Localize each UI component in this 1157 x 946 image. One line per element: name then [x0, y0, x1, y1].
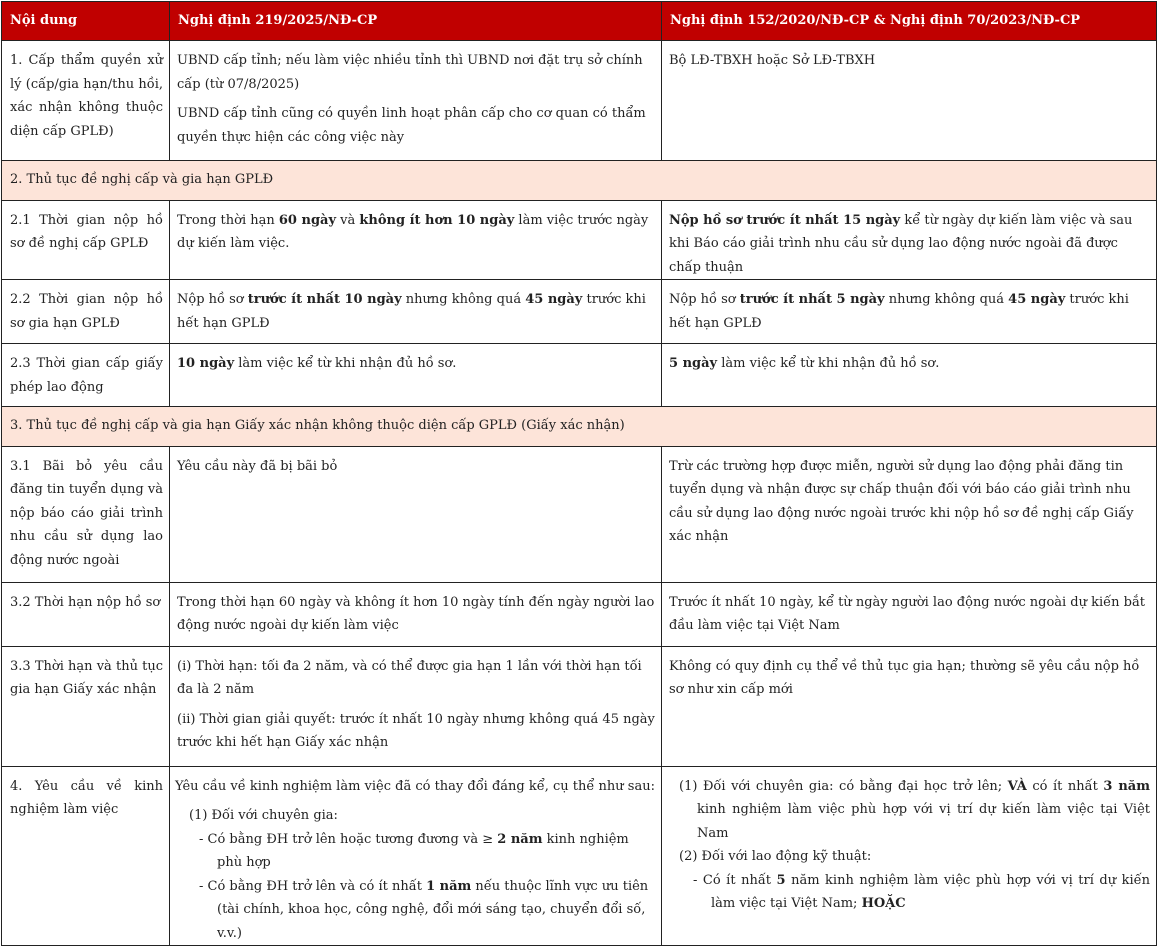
cell-text: UBND cấp tỉnh cũng có quyền linh hoạt phân cấp cho cơ quan có thẩm quyền thực hiện các công việc này: [177, 106, 646, 145]
section-row: [2, 407, 1157, 447]
cell-219: [170, 646, 662, 766]
cell-219: [170, 344, 662, 407]
text: Trong thời hạn: [177, 212, 279, 228]
header-noi-dung: Nội dung: [2, 2, 170, 41]
list-item: [693, 869, 1150, 916]
row-label: 4. Yêu cầu về kinh nghiệm làm việc: [2, 766, 170, 946]
section-row: [2, 161, 1157, 201]
row-label: 2.1 Thời gian nộp hồ sơ đề nghị cấp GPLĐ: [2, 200, 170, 280]
text: làm việc trước ngày dự kiến làm việc.: [177, 212, 649, 251]
cell-152: [662, 344, 1157, 407]
text: kinh nghiệm phù hợp: [217, 831, 629, 870]
row-label: 2.2 Thời gian nộp hồ sơ gia hạn GPLĐ: [2, 280, 170, 344]
text: có ít nhất: [1026, 778, 1104, 794]
cell-text: Yêu cầu về kinh nghiệm làm việc đã có thay đổi đáng kể, cụ thể như sau:: [175, 778, 655, 794]
bold-text: 60 ngày: [278, 212, 337, 228]
cell-text: (1) Đối với chuyên gia:: [189, 808, 338, 823]
cell-219: [170, 41, 662, 161]
text: và: [336, 212, 360, 228]
section-title: 3. Thủ tục đề nghị cấp và gia hạn Giấy xác nhận không thuộc diện cấp GPLĐ (Giấy xác nhận): [2, 407, 1157, 447]
bold-text: 2 năm: [497, 831, 543, 847]
row-label: 3.3 Thời hạn và thủ tục gia hạn Giấy xác nhận: [2, 646, 170, 766]
row-label: 3.2 Thời hạn nộp hồ sơ: [2, 582, 170, 646]
header-nd-219: Nghị định 219/2025/NĐ-CP: [170, 2, 662, 41]
table-header-row: [2, 2, 1157, 41]
list-item: [199, 828, 655, 875]
cell-152: Bộ LĐ-TBXH hoặc Sở LĐ-TBXH: [662, 41, 1157, 161]
table-row: [2, 41, 1157, 161]
list-item: [679, 775, 1150, 846]
table-row: [2, 646, 1157, 766]
bold-text: 1 năm: [426, 878, 472, 894]
row-label: 2.3 Thời gian cấp giấy phép lao động: [2, 344, 170, 407]
cell-152: [662, 200, 1157, 280]
bold-text: 10 ngày: [177, 356, 235, 371]
text: trước khi hết hạn GPLĐ: [669, 292, 1129, 331]
bold-text: Nộp hồ sơ trước ít nhất 15 ngày: [669, 212, 901, 228]
cell-152: [662, 280, 1157, 344]
list-item: [199, 875, 655, 946]
text: nhưng không quá: [401, 292, 526, 307]
table-row: [2, 766, 1157, 946]
header-nd-152-70: Nghị định 152/2020/NĐ-CP & Nghị định 70/2023/NĐ-CP: [662, 2, 1157, 41]
bold-text: 3 năm: [1103, 778, 1150, 794]
cell-219: Yêu cầu này đã bị bãi bỏ: [170, 446, 662, 582]
text: làm việc kể từ khi nhận đủ hồ sơ.: [234, 356, 457, 371]
bold-text: HOẶC: [861, 896, 906, 911]
table-row: [2, 582, 1157, 646]
text: - Có bằng ĐH trở lên hoặc tương đương và ≥: [199, 831, 498, 847]
bold-text: 5: [776, 872, 786, 888]
text: nhưng không quá: [884, 292, 1009, 307]
text: (1) Đối với chuyên gia: có bằng đại học trở lên;: [679, 778, 1008, 794]
row-label: 3.1 Bãi bỏ yêu cầu đăng tin tuyển dụng và nộp báo cáo giải trình nhu cầu sử dụng lao động nước ngoài: [2, 446, 170, 582]
cell-152: Trước ít nhất 10 ngày, kể từ ngày người lao động nước ngoài dự kiến bắt đầu làm việc tại Việt Nam: [662, 582, 1157, 646]
section-title: 2. Thủ tục đề nghị cấp và gia hạn GPLĐ: [2, 161, 1157, 201]
cell-text: (i) Thời hạn: tối đa 2 năm, và có thể được gia hạn 1 lần với thời hạn tối đa là 2 năm: [177, 658, 642, 697]
text: nếu thuộc lĩnh vực ưu tiên (tài chính, khoa học, công nghệ, đổi mới sáng tạo, chuyển đổi số, v.v.): [217, 878, 649, 941]
text: kinh nghiệm làm việc phù hợp với vị trí dự kiến làm việc tại Việt Nam: [697, 802, 1150, 841]
text: - Có ít nhất: [693, 872, 777, 888]
cell-219: [170, 280, 662, 344]
table-row: [2, 446, 1157, 582]
table-row: [2, 344, 1157, 407]
cell-219: Trong thời hạn 60 ngày và không ít hơn 10 ngày tính đến ngày người lao động nước ngoài dự kiến làm việc: [170, 582, 662, 646]
text: kể từ ngày dự kiến làm việc và sau khi Báo cáo giải trình nhu cầu sử dụng lao động nước ngoài đã được chấp thuận: [669, 212, 1133, 275]
cell-text: (ii) Thời gian giải quyết: trước ít nhất 10 ngày nhưng không quá 45 ngày trước khi hết hạn Giấy xác nhận: [177, 711, 655, 750]
table-row: [2, 280, 1157, 344]
cell-219: [170, 200, 662, 280]
cell-152: Không có quy định cụ thể về thủ tục gia hạn; thường sẽ yêu cầu nộp hồ sơ như xin cấp mới: [662, 646, 1157, 766]
bold-text: không ít hơn 10 ngày: [359, 212, 515, 228]
text: Nộp hồ sơ: [669, 292, 740, 307]
list-item: (2) Đối với lao động kỹ thuật:: [679, 849, 872, 864]
comparison-table: [1, 1, 1157, 946]
bold-text: 5 ngày: [669, 356, 718, 371]
text: trước khi hết hạn GPLĐ: [177, 292, 646, 331]
cell-152: Trừ các trường hợp được miễn, người sử dụng lao động phải đăng tin tuyển dụng và nhận được sự chấp thuận đối với báo cáo giải trình nhu cầu sử dụng lao động nước ngoài trước khi nộp hồ sơ đề nghị cấp Giấy xác nhận: [662, 446, 1157, 582]
bold-text: 45 ngày: [1008, 292, 1066, 307]
row-label: 1. Cấp thẩm quyền xử lý (cấp/gia hạn/thu hồi, xác nhận không thuộc diện cấp GPLĐ): [2, 41, 170, 161]
table-row: [2, 200, 1157, 280]
text: làm việc kể từ khi nhận đủ hồ sơ.: [717, 356, 940, 371]
cell-text: UBND cấp tỉnh; nếu làm việc nhiều tỉnh thì UBND nơi đặt trụ sở chính cấp (từ 07/8/2025): [177, 53, 643, 92]
text: năm kinh nghiệm làm việc phù hợp với vị trí dự kiến làm việc tại Việt Nam;: [711, 872, 1151, 911]
bold-text: trước ít nhất 10 ngày: [247, 292, 402, 307]
text: - Có bằng ĐH trở lên và có ít nhất: [199, 878, 427, 894]
cell-152: [662, 766, 1157, 946]
bold-text: 45 ngày: [525, 292, 583, 307]
bold-text: VÀ: [1007, 778, 1027, 794]
bold-text: trước ít nhất 5 ngày: [739, 292, 885, 307]
cell-219: [170, 766, 662, 946]
text: Nộp hồ sơ: [177, 292, 248, 307]
